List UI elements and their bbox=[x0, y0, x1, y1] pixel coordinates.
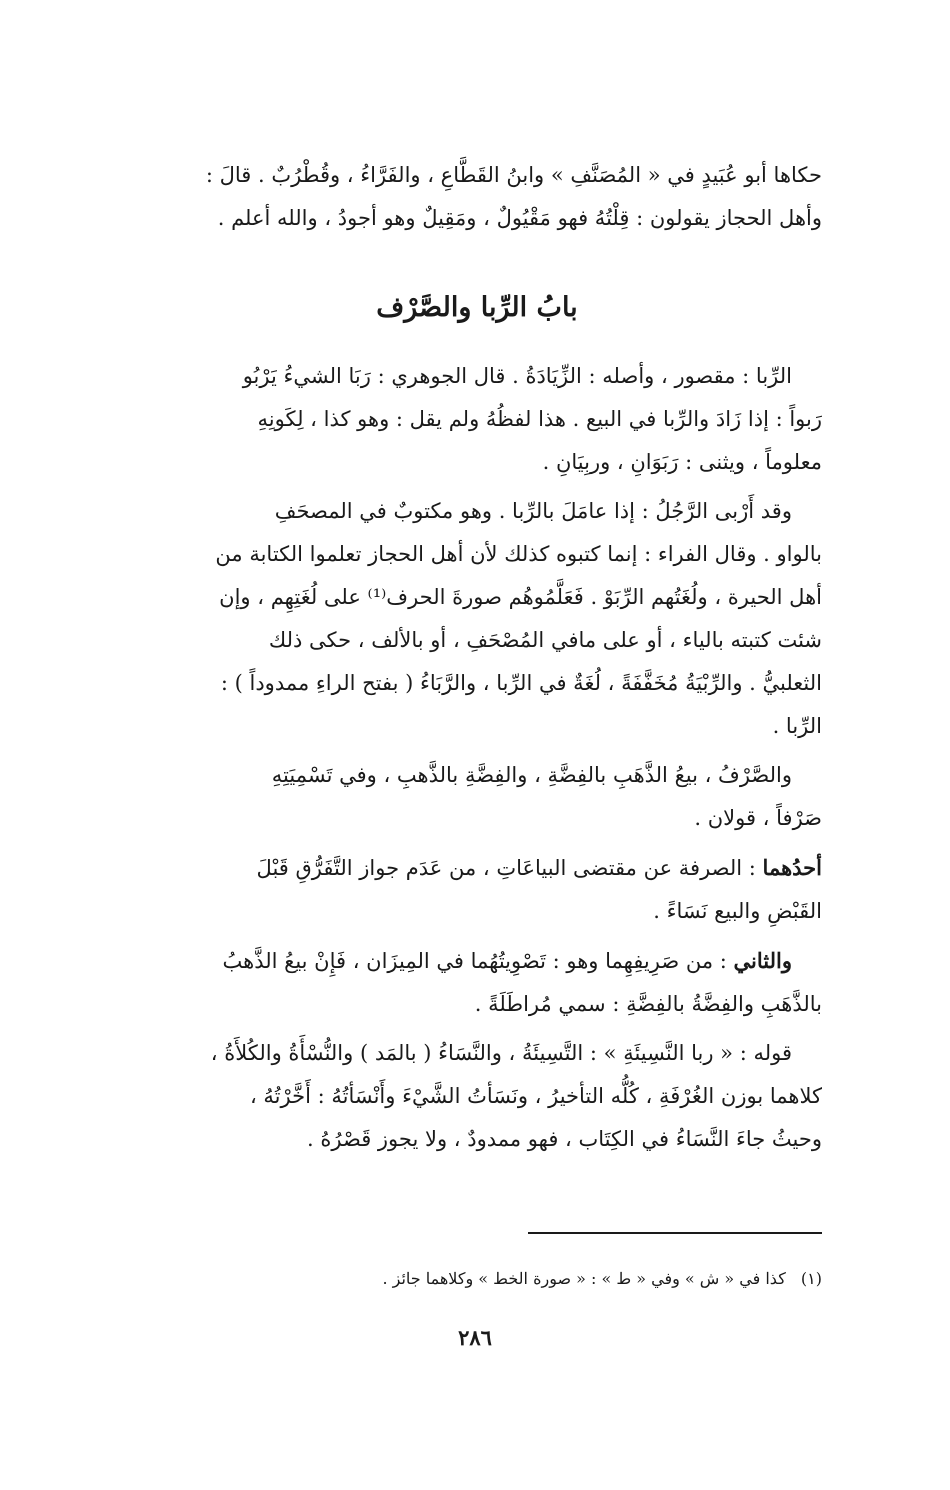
footnote-divider bbox=[528, 1232, 822, 1234]
paragraph-lead: أحدُهما bbox=[762, 855, 822, 880]
footnote-text: كذا في « ش » وفي « ط » : « صورة الخط » وكلاهما جائز . bbox=[382, 1269, 786, 1288]
chapter-title: بابُ الرِّبا والصَّرْف bbox=[376, 292, 578, 323]
paragraph-line: بالواو . وقال الفراء : إنما كتبوه كذلك لأن أهل الحجاز تعلموا الكتابة من bbox=[215, 542, 822, 566]
intro-passage bbox=[132, 154, 822, 240]
paragraph-line bbox=[132, 846, 822, 890]
paragraph-line: الرِّبا : مقصور ، وأصله : الزِّيَادَةُ . قال الجوهري : رَبَا الشيءُ يَرْبُو bbox=[242, 364, 792, 388]
paragraph-sarf bbox=[132, 754, 822, 840]
paragraph-line: كلاهما بوزن الغُرْفَةِ ، كُلُّه التأخيرُ ، ونَسَأتُ الشَّيْءَ وأَنْسَأتُهُ : أَخَّرْتُهُ ، bbox=[249, 1084, 822, 1108]
paragraph-line: الرِّبا . bbox=[772, 714, 822, 738]
paragraph-nasia bbox=[132, 1032, 822, 1161]
chapter-body bbox=[132, 355, 822, 1167]
paragraph-line: شئت كتبته بالياء ، أو على مافي المُصْحَفِ ، أو بالألف ، حكى ذلك bbox=[268, 628, 822, 652]
paragraph-line: قوله : « ربا النَّسِيئَةِ » : التَّسِيئَةُ ، والنَّسَاءُ ( بالمَد ) والنُّسْأَةُ والكُلأَةُ ، bbox=[210, 1041, 792, 1065]
paragraph-first-opinion bbox=[132, 846, 822, 933]
paragraph-line-rest: : من صَرِيفِهِما وهو : تَصْوِيتُهُما في المِيزَان ، فَإِنْ بيعُ الذَّهبُ bbox=[222, 949, 734, 973]
paragraph-line: الثعلبيُّ . والرِّبْيَةُ مُخَفَّفَةً ، لُغَةٌ في الرِّبا ، والرَّبَاءُ ( بفتح الراءِ ممدوداً ) : bbox=[220, 671, 822, 695]
paragraph-line: رَبواً : إذا زَادَ والرِّبا في البيع . هذا لفظُهُ ولم يقل : وهو كذا ، لِكَونِهِ bbox=[257, 407, 822, 431]
paragraph-arba bbox=[132, 490, 822, 748]
paragraph-line bbox=[132, 939, 822, 983]
paragraph-line: والصَّرْفُ ، بيعُ الذَّهَبِ بالفِضَّةِ ، والفِضَّةِ بالذَّهبِ ، وفي تَسْمِيَتِهِ bbox=[271, 763, 792, 787]
page-number: ٢٨٦ bbox=[458, 1325, 492, 1350]
intro-line-2: وأهل الحجاز يقولون : قِلْتُهُ فهو مَقْيُولٌ ، ومَقِيلٌ وهو أجودُ ، والله أعلم . bbox=[217, 206, 822, 230]
paragraph-line: بالذَّهَبِ والفِضَّةُ بالفِضَّةِ : سمي مُراطَلَةً . bbox=[474, 992, 822, 1016]
paragraph-line: القَبْضِ والبيع نَسَاءً . bbox=[653, 899, 822, 923]
paragraph-line: أهل الحيرة ، ولُغَتُهم الرِّبَوْ . فَعَلَّمُوهُم صورةَ الحرف⁽¹⁾ على لُغَتِهِم ، وإن bbox=[219, 585, 822, 609]
paragraph-second-opinion bbox=[132, 939, 822, 1026]
paragraph-lead: والثاني bbox=[733, 948, 792, 973]
paragraph-line: وقد أَرْبى الرَّجُلُ : إذا عامَلَ بالرِّبا . وهو مكتوبٌ في المصحَفِ bbox=[274, 499, 792, 523]
paragraph-line: وحيثُ جاءَ النَّسَاءُ في الكِتَاب ، فهو ممدودٌ ، ولا يجوز قَصْرُهُ . bbox=[307, 1127, 822, 1151]
paragraph-riba-definition bbox=[132, 355, 822, 484]
paragraph-line-rest: : الصرفة عن مقتضى البياعَاتِ ، من عَدَم جواز التَّفَرُّقِ قَبْلَ bbox=[256, 856, 763, 880]
paragraph-line: معلوماً ، ويثنى : رَبَوَانِ ، وربِيَانِ . bbox=[542, 450, 822, 474]
paragraph-line: صَرْفاً ، قولان . bbox=[694, 806, 822, 830]
footnote bbox=[132, 1266, 822, 1292]
intro-line-1: حكاها أبو عُبَيدٍ في « المُصَنَّفِ » وابنُ القَطَّاعِ ، والفَرَّاءُ ، وقُطْرُبٌ . قالَ : bbox=[205, 163, 822, 187]
footnote-number: (١) bbox=[800, 1269, 822, 1288]
